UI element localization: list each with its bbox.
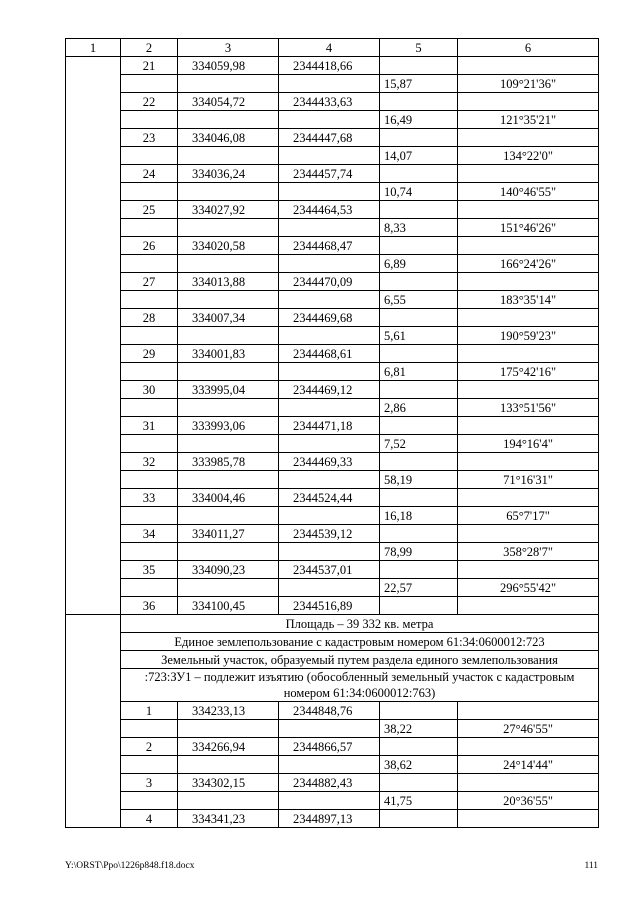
point-number: 3 bbox=[121, 774, 178, 792]
unit-text-row bbox=[66, 633, 599, 651]
empty-cell bbox=[178, 363, 279, 381]
segment-length: 14,07 bbox=[380, 147, 458, 165]
page-number: 111 bbox=[584, 861, 598, 871]
coord-x: 334004,46 bbox=[178, 489, 279, 507]
empty-cell bbox=[121, 435, 178, 453]
empty-cell bbox=[380, 273, 458, 291]
empty-cell bbox=[178, 792, 279, 810]
area-text: Площадь – 39 332 кв. метра bbox=[121, 615, 599, 633]
segment-row bbox=[66, 756, 599, 774]
empty-cell bbox=[279, 183, 380, 201]
segment-length: 15,87 bbox=[380, 75, 458, 93]
segment-length: 6,81 bbox=[380, 363, 458, 381]
parcel-text: Земельный участок, образуемый путем раздела единого землепользования bbox=[121, 651, 599, 669]
empty-cell bbox=[66, 615, 121, 828]
empty-cell bbox=[380, 237, 458, 255]
coord-x: 334013,88 bbox=[178, 273, 279, 291]
coord-y: 2344897,13 bbox=[279, 810, 380, 828]
empty-cell bbox=[279, 75, 380, 93]
segment-length: 2,86 bbox=[380, 399, 458, 417]
empty-cell bbox=[458, 165, 599, 183]
segment-row bbox=[66, 720, 599, 738]
empty-cell bbox=[178, 471, 279, 489]
direction-angle: 65°7'17" bbox=[458, 507, 599, 525]
empty-cell bbox=[121, 327, 178, 345]
empty-cell bbox=[279, 507, 380, 525]
file-path: Y:\ORST\Ppo\1226p848.f18.docx bbox=[65, 861, 195, 871]
point-number: 33 bbox=[121, 489, 178, 507]
point-number: 22 bbox=[121, 93, 178, 111]
header-cell: 1 bbox=[66, 39, 121, 57]
empty-cell bbox=[380, 345, 458, 363]
empty-cell bbox=[178, 255, 279, 273]
segment-row bbox=[66, 219, 599, 237]
coordinates-table bbox=[65, 38, 599, 828]
point-number: 26 bbox=[121, 237, 178, 255]
seizure-text: :723:ЗУ1 – подлежит изъятию (обособленный земельный участок с кадастровым номером 61:34:0600012:763) bbox=[121, 669, 599, 702]
empty-cell bbox=[121, 363, 178, 381]
empty-cell bbox=[121, 147, 178, 165]
empty-cell bbox=[458, 93, 599, 111]
segment-row bbox=[66, 435, 599, 453]
empty-cell bbox=[458, 597, 599, 615]
point-row bbox=[66, 774, 599, 792]
direction-angle: 71°16'31" bbox=[458, 471, 599, 489]
empty-cell bbox=[121, 291, 178, 309]
coord-x: 334036,24 bbox=[178, 165, 279, 183]
coord-y: 2344469,12 bbox=[279, 381, 380, 399]
empty-cell bbox=[178, 183, 279, 201]
point-number: 32 bbox=[121, 453, 178, 471]
empty-cell bbox=[380, 417, 458, 435]
seizure-text-row bbox=[66, 669, 599, 702]
empty-cell bbox=[458, 309, 599, 327]
direction-angle: 194°16'4" bbox=[458, 435, 599, 453]
empty-cell bbox=[458, 417, 599, 435]
segment-row bbox=[66, 363, 599, 381]
coord-y: 2344471,18 bbox=[279, 417, 380, 435]
empty-cell bbox=[380, 702, 458, 720]
direction-angle: 151°46'26" bbox=[458, 219, 599, 237]
segment-length: 7,52 bbox=[380, 435, 458, 453]
point-number: 25 bbox=[121, 201, 178, 219]
coord-x: 334302,15 bbox=[178, 774, 279, 792]
point-number: 35 bbox=[121, 561, 178, 579]
segment-length: 16,49 bbox=[380, 111, 458, 129]
empty-cell bbox=[178, 543, 279, 561]
direction-angle: 27°46'55" bbox=[458, 720, 599, 738]
segment-length: 38,22 bbox=[380, 720, 458, 738]
empty-cell bbox=[458, 57, 599, 75]
segment-length: 6,55 bbox=[380, 291, 458, 309]
point-row bbox=[66, 345, 599, 363]
empty-cell bbox=[380, 93, 458, 111]
empty-cell bbox=[380, 57, 458, 75]
empty-cell bbox=[279, 363, 380, 381]
empty-cell bbox=[380, 309, 458, 327]
empty-cell bbox=[178, 111, 279, 129]
empty-cell bbox=[279, 399, 380, 417]
point-number: 2 bbox=[121, 738, 178, 756]
point-row bbox=[66, 453, 599, 471]
segment-row bbox=[66, 507, 599, 525]
coord-y: 2344524,44 bbox=[279, 489, 380, 507]
coord-x: 334100,45 bbox=[178, 597, 279, 615]
segment-row bbox=[66, 255, 599, 273]
empty-cell bbox=[380, 738, 458, 756]
empty-cell bbox=[458, 201, 599, 219]
segment-length: 8,33 bbox=[380, 219, 458, 237]
coord-y: 2344464,53 bbox=[279, 201, 380, 219]
point-row bbox=[66, 489, 599, 507]
coord-x: 333995,04 bbox=[178, 381, 279, 399]
point-number: 30 bbox=[121, 381, 178, 399]
point-row bbox=[66, 273, 599, 291]
empty-cell bbox=[121, 543, 178, 561]
point-row bbox=[66, 201, 599, 219]
empty-cell bbox=[121, 399, 178, 417]
segment-length: 78,99 bbox=[380, 543, 458, 561]
empty-cell bbox=[279, 147, 380, 165]
direction-angle: 190°59'23" bbox=[458, 327, 599, 345]
point-row bbox=[66, 237, 599, 255]
point-row bbox=[66, 597, 599, 615]
coord-x: 333993,06 bbox=[178, 417, 279, 435]
empty-cell bbox=[380, 561, 458, 579]
direction-angle: 20°36'55" bbox=[458, 792, 599, 810]
empty-cell bbox=[178, 291, 279, 309]
header-cell: 3 bbox=[178, 39, 279, 57]
segment-length: 6,89 bbox=[380, 255, 458, 273]
coord-x: 334046,08 bbox=[178, 129, 279, 147]
segment-length: 5,61 bbox=[380, 327, 458, 345]
empty-cell bbox=[178, 579, 279, 597]
coord-x: 334027,92 bbox=[178, 201, 279, 219]
point-row bbox=[66, 165, 599, 183]
empty-cell bbox=[178, 147, 279, 165]
empty-cell bbox=[279, 435, 380, 453]
empty-cell bbox=[380, 525, 458, 543]
empty-cell bbox=[458, 237, 599, 255]
empty-cell bbox=[458, 489, 599, 507]
point-number: 27 bbox=[121, 273, 178, 291]
empty-cell bbox=[279, 792, 380, 810]
empty-cell bbox=[178, 75, 279, 93]
empty-cell bbox=[380, 489, 458, 507]
segment-row bbox=[66, 147, 599, 165]
empty-cell bbox=[121, 111, 178, 129]
coord-y: 2344468,61 bbox=[279, 345, 380, 363]
empty-cell bbox=[458, 345, 599, 363]
empty-cell bbox=[121, 75, 178, 93]
empty-cell bbox=[121, 471, 178, 489]
empty-cell bbox=[121, 720, 178, 738]
segment-length: 10,74 bbox=[380, 183, 458, 201]
coord-y: 2344866,57 bbox=[279, 738, 380, 756]
empty-cell bbox=[279, 720, 380, 738]
coord-y: 2344468,47 bbox=[279, 237, 380, 255]
coord-x: 334266,94 bbox=[178, 738, 279, 756]
empty-cell bbox=[178, 720, 279, 738]
point-number: 34 bbox=[121, 525, 178, 543]
segment-length: 58,19 bbox=[380, 471, 458, 489]
point-number: 24 bbox=[121, 165, 178, 183]
point-number: 4 bbox=[121, 810, 178, 828]
empty-cell bbox=[458, 774, 599, 792]
point-row bbox=[66, 810, 599, 828]
empty-cell bbox=[279, 756, 380, 774]
segment-row bbox=[66, 792, 599, 810]
empty-cell bbox=[279, 291, 380, 309]
direction-angle: 121°35'21" bbox=[458, 111, 599, 129]
empty-cell bbox=[66, 57, 121, 615]
point-number: 21 bbox=[121, 57, 178, 75]
empty-cell bbox=[178, 327, 279, 345]
coord-x: 334233,13 bbox=[178, 702, 279, 720]
coord-y: 2344848,76 bbox=[279, 702, 380, 720]
coord-x: 334007,34 bbox=[178, 309, 279, 327]
direction-angle: 296°55'42" bbox=[458, 579, 599, 597]
coord-y: 2344539,12 bbox=[279, 525, 380, 543]
segment-row bbox=[66, 399, 599, 417]
coord-x: 334054,72 bbox=[178, 93, 279, 111]
unit-text: Единое землепользование с кадастровым номером 61:34:0600012:723 bbox=[121, 633, 599, 651]
direction-angle: 134°22'0" bbox=[458, 147, 599, 165]
empty-cell bbox=[178, 435, 279, 453]
empty-cell bbox=[121, 579, 178, 597]
coord-y: 2344537,01 bbox=[279, 561, 380, 579]
segment-length: 38,62 bbox=[380, 756, 458, 774]
point-row bbox=[66, 129, 599, 147]
segment-row bbox=[66, 291, 599, 309]
segment-row bbox=[66, 471, 599, 489]
point-number: 23 bbox=[121, 129, 178, 147]
segment-length: 16,18 bbox=[380, 507, 458, 525]
point-number: 28 bbox=[121, 309, 178, 327]
coord-y: 2344457,74 bbox=[279, 165, 380, 183]
empty-cell bbox=[380, 774, 458, 792]
direction-angle: 175°42'16" bbox=[458, 363, 599, 381]
empty-cell bbox=[458, 273, 599, 291]
empty-cell bbox=[380, 129, 458, 147]
empty-cell bbox=[121, 255, 178, 273]
empty-cell bbox=[458, 129, 599, 147]
coord-y: 2344470,09 bbox=[279, 273, 380, 291]
empty-cell bbox=[279, 327, 380, 345]
point-row bbox=[66, 381, 599, 399]
point-number: 36 bbox=[121, 597, 178, 615]
empty-cell bbox=[178, 756, 279, 774]
direction-angle: 109°21'36" bbox=[458, 75, 599, 93]
empty-cell bbox=[279, 543, 380, 561]
empty-cell bbox=[121, 219, 178, 237]
segment-row bbox=[66, 579, 599, 597]
area-text-row bbox=[66, 615, 599, 633]
coord-y: 2344433,63 bbox=[279, 93, 380, 111]
point-number: 31 bbox=[121, 417, 178, 435]
header-cell: 4 bbox=[279, 39, 380, 57]
coord-y: 2344882,43 bbox=[279, 774, 380, 792]
direction-angle: 358°28'7" bbox=[458, 543, 599, 561]
point-row bbox=[66, 561, 599, 579]
point-row bbox=[66, 525, 599, 543]
empty-cell bbox=[458, 738, 599, 756]
point-row bbox=[66, 93, 599, 111]
coord-x: 334001,83 bbox=[178, 345, 279, 363]
coord-x: 334020,58 bbox=[178, 237, 279, 255]
empty-cell bbox=[458, 702, 599, 720]
direction-angle: 133°51'56" bbox=[458, 399, 599, 417]
segment-row bbox=[66, 111, 599, 129]
empty-cell bbox=[121, 756, 178, 774]
coord-x: 334059,98 bbox=[178, 57, 279, 75]
segment-row bbox=[66, 183, 599, 201]
direction-angle: 140°46'55" bbox=[458, 183, 599, 201]
empty-cell bbox=[380, 597, 458, 615]
coord-y: 2344469,33 bbox=[279, 453, 380, 471]
empty-cell bbox=[279, 255, 380, 273]
empty-cell bbox=[458, 453, 599, 471]
point-number: 29 bbox=[121, 345, 178, 363]
empty-cell bbox=[458, 561, 599, 579]
document-page bbox=[65, 38, 598, 828]
point-row bbox=[66, 417, 599, 435]
empty-cell bbox=[279, 111, 380, 129]
empty-cell bbox=[178, 507, 279, 525]
segment-row bbox=[66, 543, 599, 561]
coord-y: 2344447,68 bbox=[279, 129, 380, 147]
direction-angle: 166°24'26" bbox=[458, 255, 599, 273]
coord-x: 334011,27 bbox=[178, 525, 279, 543]
empty-cell bbox=[121, 507, 178, 525]
empty-cell bbox=[458, 381, 599, 399]
parcel-text-row bbox=[66, 651, 599, 669]
empty-cell bbox=[380, 165, 458, 183]
point-number: 1 bbox=[121, 702, 178, 720]
empty-cell bbox=[178, 219, 279, 237]
empty-cell bbox=[279, 579, 380, 597]
empty-cell bbox=[121, 183, 178, 201]
empty-cell bbox=[279, 219, 380, 237]
empty-cell bbox=[380, 201, 458, 219]
coord-y: 2344418,66 bbox=[279, 57, 380, 75]
coord-y: 2344469,68 bbox=[279, 309, 380, 327]
point-row bbox=[66, 57, 599, 75]
empty-cell bbox=[380, 453, 458, 471]
segment-row bbox=[66, 327, 599, 345]
direction-angle: 183°35'14" bbox=[458, 291, 599, 309]
coord-x: 334341,23 bbox=[178, 810, 279, 828]
header-cell: 5 bbox=[380, 39, 458, 57]
segment-length: 41,75 bbox=[380, 792, 458, 810]
empty-cell bbox=[380, 810, 458, 828]
header-cell: 2 bbox=[121, 39, 178, 57]
coord-y: 2344516,89 bbox=[279, 597, 380, 615]
empty-cell bbox=[458, 525, 599, 543]
coord-x: 333985,78 bbox=[178, 453, 279, 471]
empty-cell bbox=[279, 471, 380, 489]
empty-cell bbox=[121, 792, 178, 810]
point-row bbox=[66, 702, 599, 720]
empty-cell bbox=[458, 810, 599, 828]
coord-x: 334090,23 bbox=[178, 561, 279, 579]
header-cell: 6 bbox=[458, 39, 599, 57]
point-row bbox=[66, 309, 599, 327]
segment-length: 22,57 bbox=[380, 579, 458, 597]
point-row bbox=[66, 738, 599, 756]
empty-cell bbox=[380, 381, 458, 399]
direction-angle: 24°14'44" bbox=[458, 756, 599, 774]
header-row bbox=[66, 39, 599, 57]
empty-cell bbox=[178, 399, 279, 417]
segment-row bbox=[66, 75, 599, 93]
